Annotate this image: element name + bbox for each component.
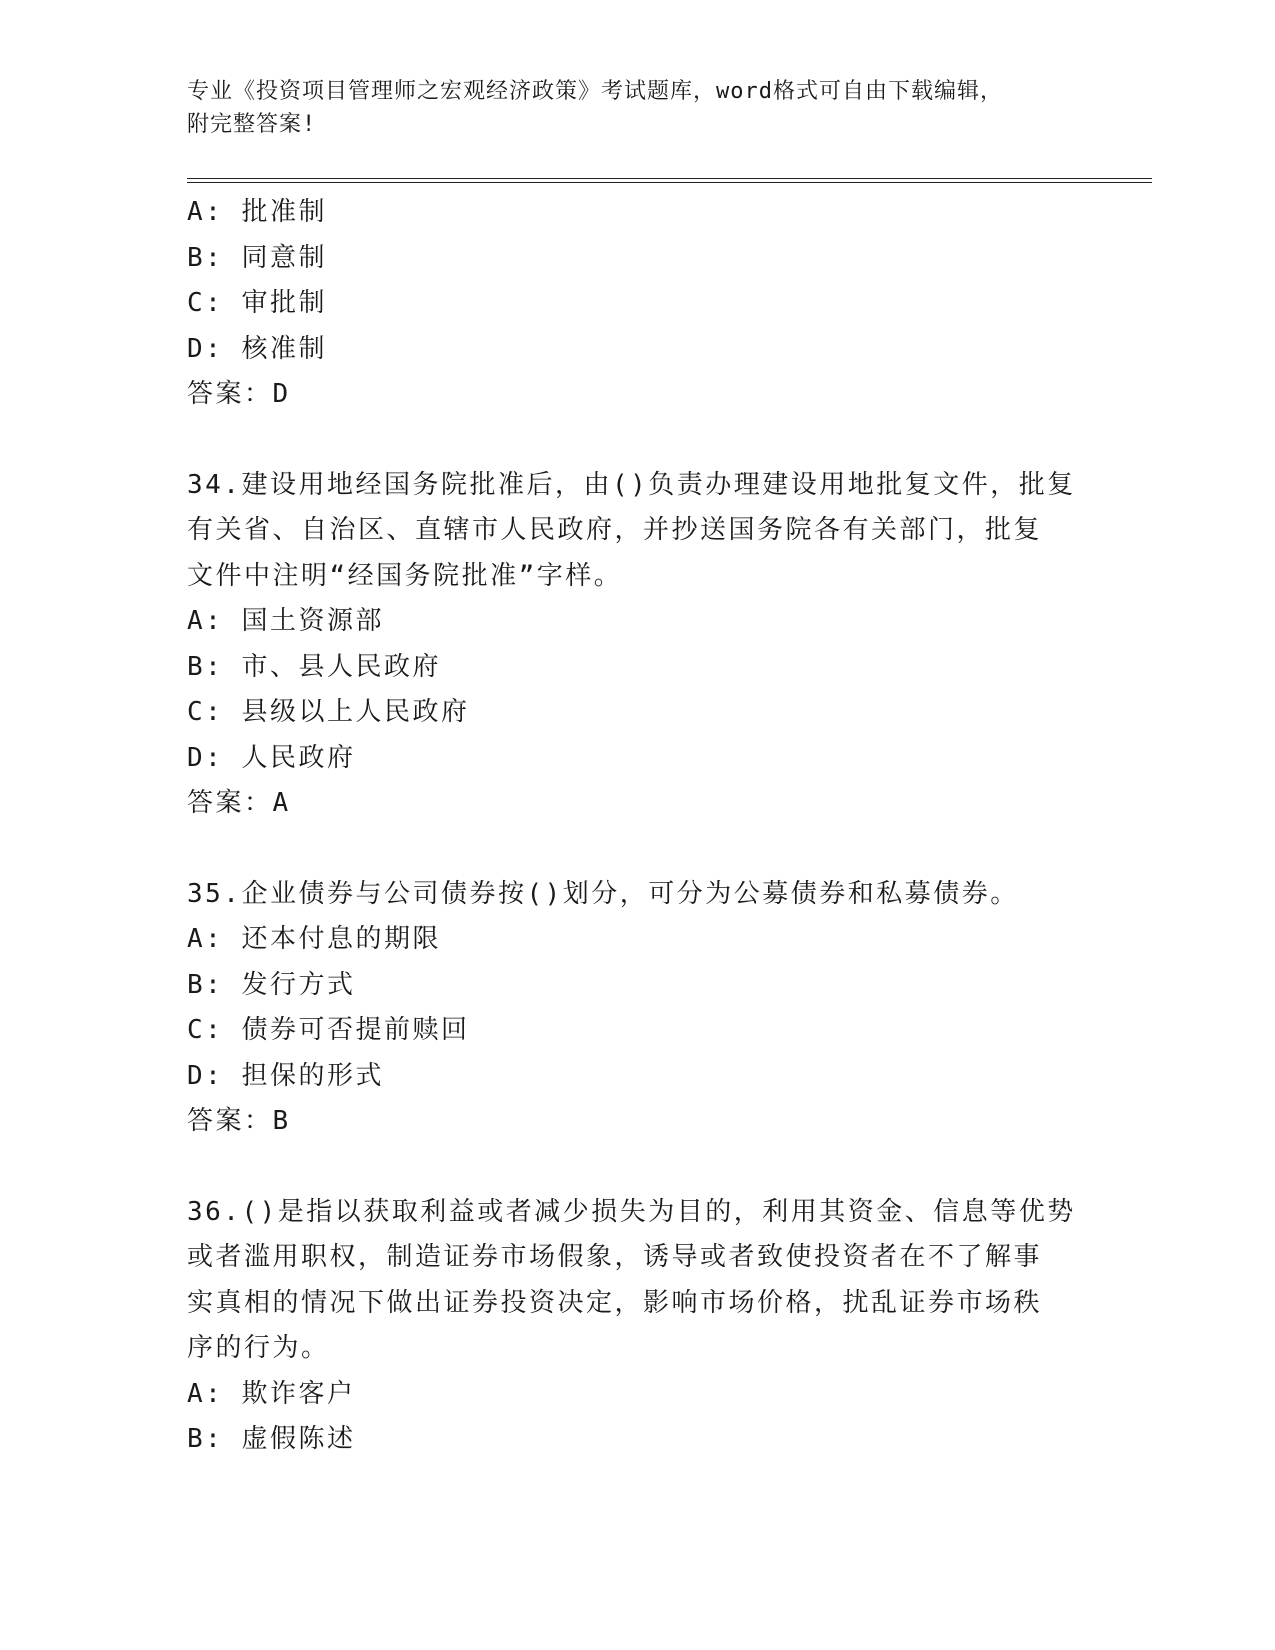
question-stem-line: 有关省、自治区、直辖市人民政府，并抄送国务院各有关部门，批复 — [187, 515, 1043, 545]
option-c: C: 审批制 — [187, 288, 327, 318]
header-line-1: 专业《投资项目管理师之宏观经济政策》考试题库，word格式可自由下载编辑， — [187, 79, 1003, 104]
question-stem-line: 实真相的情况下做出证券投资决定，影响市场价格，扰乱证券市场秩 — [187, 1287, 1043, 1318]
question-stem-line: 36.()是指以获取利益或者减少损失为目的，利用其资金、信息等优势 — [187, 1196, 1076, 1227]
option-a: A: 批准制 — [187, 197, 327, 227]
question-stem-line: 34.建设用地经国务院批准后，由()负责办理建设用地批复文件，批复 — [187, 469, 1076, 500]
option-b: B: 发行方式 — [187, 969, 356, 1000]
question-stem-line: 文件中注明“经国务院批准”字样。 — [187, 560, 623, 591]
header-divider-bottom — [187, 182, 1152, 183]
question-36 — [187, 1190, 1087, 1463]
option-a: A: 国土资源部 — [187, 606, 384, 636]
document-header — [187, 75, 1087, 141]
answer: 答案：B — [187, 1106, 291, 1136]
question-stem-line: 35.企业债券与公司债券按()划分，可分为公募债券和私募债券。 — [187, 878, 1019, 909]
option-b: B: 虚假陈述 — [187, 1424, 356, 1454]
question-33 — [187, 190, 1087, 418]
option-d: D: 担保的形式 — [187, 1060, 384, 1091]
question-stem-line: 序的行为。 — [187, 1333, 330, 1363]
option-a: A: 还本付息的期限 — [187, 924, 441, 954]
header-line-2: 附完整答案! — [187, 112, 317, 137]
question-list — [187, 190, 1087, 1463]
option-b: B: 市、县人民政府 — [187, 651, 441, 682]
header-divider-top — [187, 178, 1152, 179]
question-35 — [187, 872, 1087, 1145]
option-c: C: 债券可否提前赎回 — [187, 1015, 470, 1045]
option-b: B: 同意制 — [187, 242, 327, 273]
question-34 — [187, 463, 1087, 827]
answer: 答案：A — [187, 788, 291, 818]
option-c: C: 县级以上人民政府 — [187, 697, 470, 727]
answer: 答案：D — [187, 379, 291, 409]
option-d: D: 核准制 — [187, 333, 327, 364]
option-a: A: 欺诈客户 — [187, 1378, 356, 1409]
option-d: D: 人民政府 — [187, 742, 356, 773]
question-stem-line: 或者滥用职权，制造证券市场假象，诱导或者致使投资者在不了解事 — [187, 1242, 1043, 1272]
